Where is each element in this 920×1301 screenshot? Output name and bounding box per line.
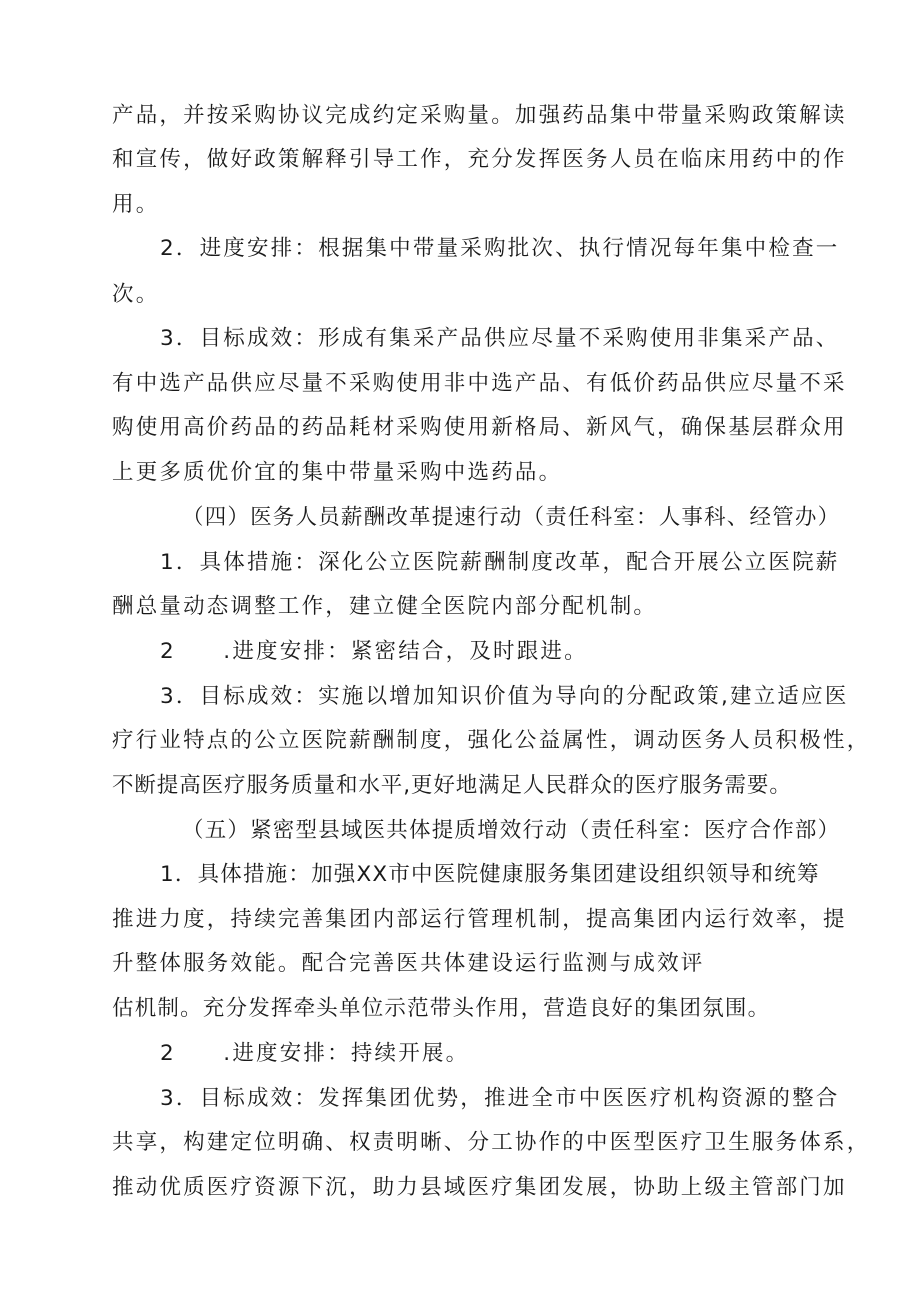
text-line: 次。 (112, 282, 160, 307)
text-line: 酬总量动态调整工作，建立健全医院内部分配机制。 (112, 594, 658, 619)
text-line: 估机制。充分发挥牵头单位示范带头作用，营造良好的集团氛围。 (112, 996, 771, 1021)
text-line: 购使用高价药品的药品耗材采购使用新格局、新风气，确保基层群众用 (112, 415, 847, 440)
text-line: 升整体服务效能。配合完善医共体建设运行监测与成效评 (112, 951, 705, 976)
text-line: 产品，并按采购协议完成约定采购量。加强药品集中带量采购政策解读 (112, 103, 847, 128)
text-line: 共享，构建定位明确、权责明晰、分工协作的中医型医疗卫生服务体系， (112, 1130, 871, 1155)
text-line: 2 .进度安排：持续开展。 (160, 1041, 470, 1066)
text-line: 用。 (112, 192, 160, 217)
text-line: 和宣传，做好政策解释引导工作，充分发挥医务人员在临床用药中的作 (112, 147, 847, 172)
text-line: 1．具体措施：深化公立医院薪酬制度改革，配合开展公立医院薪 (160, 550, 840, 575)
text-line: 1．具体措施：加强XX市中医院健康服务集团建设组织领导和统筹 (160, 862, 820, 887)
text-line: 不断提高医疗服务质量和水平,更好地满足人民群众的医疗服务需要。 (112, 773, 792, 798)
section-heading: （四）医务人员薪酬改革提速行动（责任科室：人事科、经管办） (182, 505, 841, 530)
text-line: 疗行业特点的公立医院薪酬制度，强化公益属性，调动医务人员积极性， (112, 728, 871, 753)
text-line: 推进力度，持续完善集团内部运行管理机制，提高集团内运行效率，提 (112, 907, 847, 932)
text-line: 上更多质优价宜的集中带量采购中选药品。 (112, 460, 563, 485)
section-heading: （五）紧密型县域医共体提质增效行动（责任科室：医疗合作部） (182, 818, 841, 843)
text-line: 2．进度安排：根据集中带量采购批次、执行情况每年集中检查一 (160, 236, 840, 261)
text-line: 3．目标成效：形成有集采产品供应尽量不采购使用非集采产品、 (160, 326, 840, 351)
text-line: 2 .进度安排：紧密结合，及时跟进。 (160, 639, 588, 664)
text-line: 有中选产品供应尽量不采购使用非中选产品、有低价药品供应尽量不采 (112, 371, 847, 396)
text-line: 推动优质医疗资源下沉，助力县域医疗集团发展，协助上级主管部门加 (112, 1175, 847, 1200)
text-line: 3．目标成效：实施以增加知识价值为导向的分配政策,建立适应医 (160, 684, 849, 709)
text-line: 3．目标成效：发挥集团优势，推进全市中医医疗机构资源的整合 (160, 1086, 840, 1111)
